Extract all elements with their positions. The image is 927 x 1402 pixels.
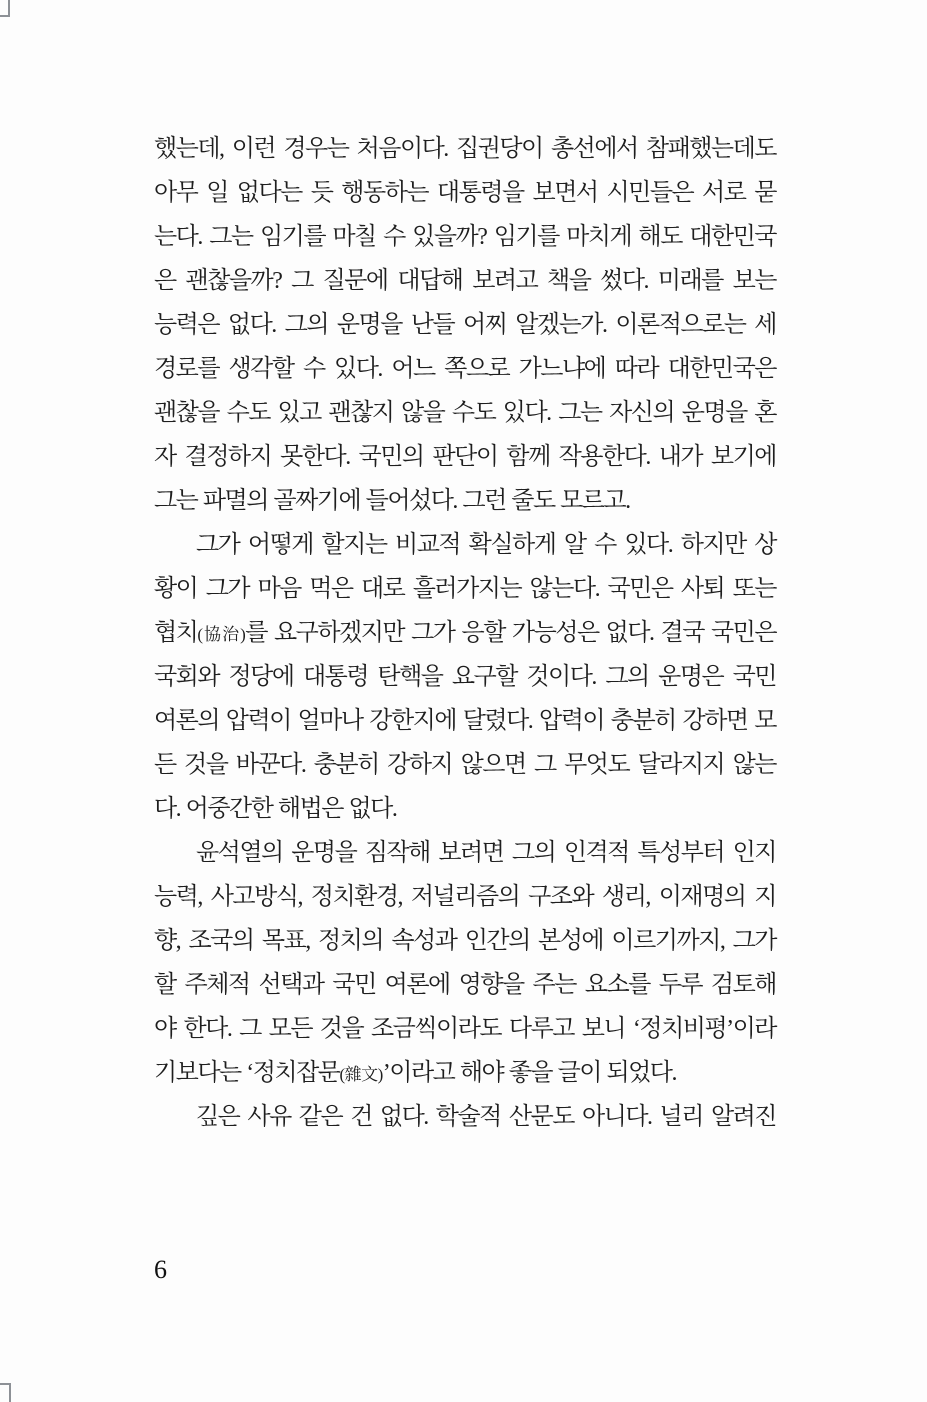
text-line [154,215,776,259]
text-segment: 했는데, 이런 경우는 처음이다. 집권당이 총선에서 참패했는데도 [154,136,776,162]
text-line [154,919,776,963]
text-segment: 깊은 사유 같은 건 없다. 학술적 산문도 아니다. 널리 알려진 [196,1104,776,1130]
text-segment: 기보다는 ‘정치잡문 [154,1060,340,1086]
body-text [154,127,776,1139]
text-segment: 든 것을 바꾼다. 충분히 강하지 않으면 그 무엇도 달라지지 않는 [154,752,776,778]
text-segment: 국회와 정당에 대통령 탄핵을 요구할 것이다. 그의 운명은 국민 [154,664,776,690]
hanja-annotation: (雜文) [339,1065,383,1084]
text-line [154,655,776,699]
text-segment: 향, 조국의 목표, 정치의 속성과 인간의 본성에 이르기까지, 그가 [154,928,776,954]
text-segment: 괜찮을 수도 있고 괜찮지 않을 수도 있다. 그는 자신의 운명을 혼 [154,400,776,426]
text-segment: ’이라고 해야 좋을 글이 되었다. [382,1060,676,1086]
text-line [154,963,776,1007]
text-line [154,171,776,215]
text-segment: 황이 그가 마음 먹은 대로 흘러가지는 않는다. 국민은 사퇴 또는 [154,576,776,602]
text-segment: 그가 어떻게 할지는 비교적 확실하게 알 수 있다. 하지만 상 [196,532,776,558]
text-line [154,391,776,435]
text-line [154,479,776,523]
text-segment: 능력, 사고방식, 정치환경, 저널리즘의 구조와 생리, 이재명의 지 [154,884,776,910]
text-line [154,523,776,567]
text-line [154,127,776,171]
text-line [154,1051,776,1095]
text-line [154,1007,776,1051]
scan-corner-mark-bottom-left [0,1383,11,1402]
text-line [154,875,776,919]
text-line [154,787,776,831]
text-line [154,567,776,611]
text-line [154,259,776,303]
text-segment: 할 주체적 선택과 국민 여론에 영향을 주는 요소를 두루 검토해 [154,972,776,998]
text-segment: 협치 [154,620,198,646]
text-line [154,743,776,787]
text-line [154,699,776,743]
text-segment: 야 한다. 그 모든 것을 조금씩이라도 다루고 보니 ‘정치비평’이라 [154,1016,776,1042]
text-segment: 다. 어중간한 해법은 없다. [154,796,397,822]
text-segment: 를 요구하겠지만 그가 응할 가능성은 없다. 결국 국민은 [245,620,777,646]
hanja-annotation: (協治) [197,625,246,644]
text-segment: 자 결정하지 못한다. 국민의 판단이 함께 작용한다. 내가 보기에 [154,444,776,470]
scan-corner-mark-top-left [0,0,10,17]
text-segment: 은 괜찮을까? 그 질문에 대답해 보려고 책을 썼다. 미래를 보는 [154,268,776,294]
text-line [154,1095,776,1139]
text-segment: 경로를 생각할 수 있다. 어느 쪽으로 가느냐에 따라 대한민국은 [154,356,776,382]
text-line [154,831,776,875]
text-segment: 그는 파멸의 골짜기에 들어섰다. 그런 줄도 모르고. [154,488,630,514]
text-line [154,611,776,655]
text-line [154,435,776,479]
text-segment: 능력은 없다. 그의 운명을 난들 어찌 알겠는가. 이론적으로는 세 [154,312,776,338]
text-line [154,303,776,347]
text-line [154,347,776,391]
text-segment: 아무 일 없다는 듯 행동하는 대통령을 보면서 시민들은 서로 묻 [154,180,776,206]
page-number: 6 [154,1255,167,1284]
text-segment: 는다. 그는 임기를 마칠 수 있을까? 임기를 마치게 해도 대한민국 [154,224,776,250]
text-segment: 윤석열의 운명을 짐작해 보려면 그의 인격적 특성부터 인지 [196,840,776,866]
text-segment: 여론의 압력이 얼마나 강한지에 달렸다. 압력이 충분히 강하면 모 [154,708,776,734]
